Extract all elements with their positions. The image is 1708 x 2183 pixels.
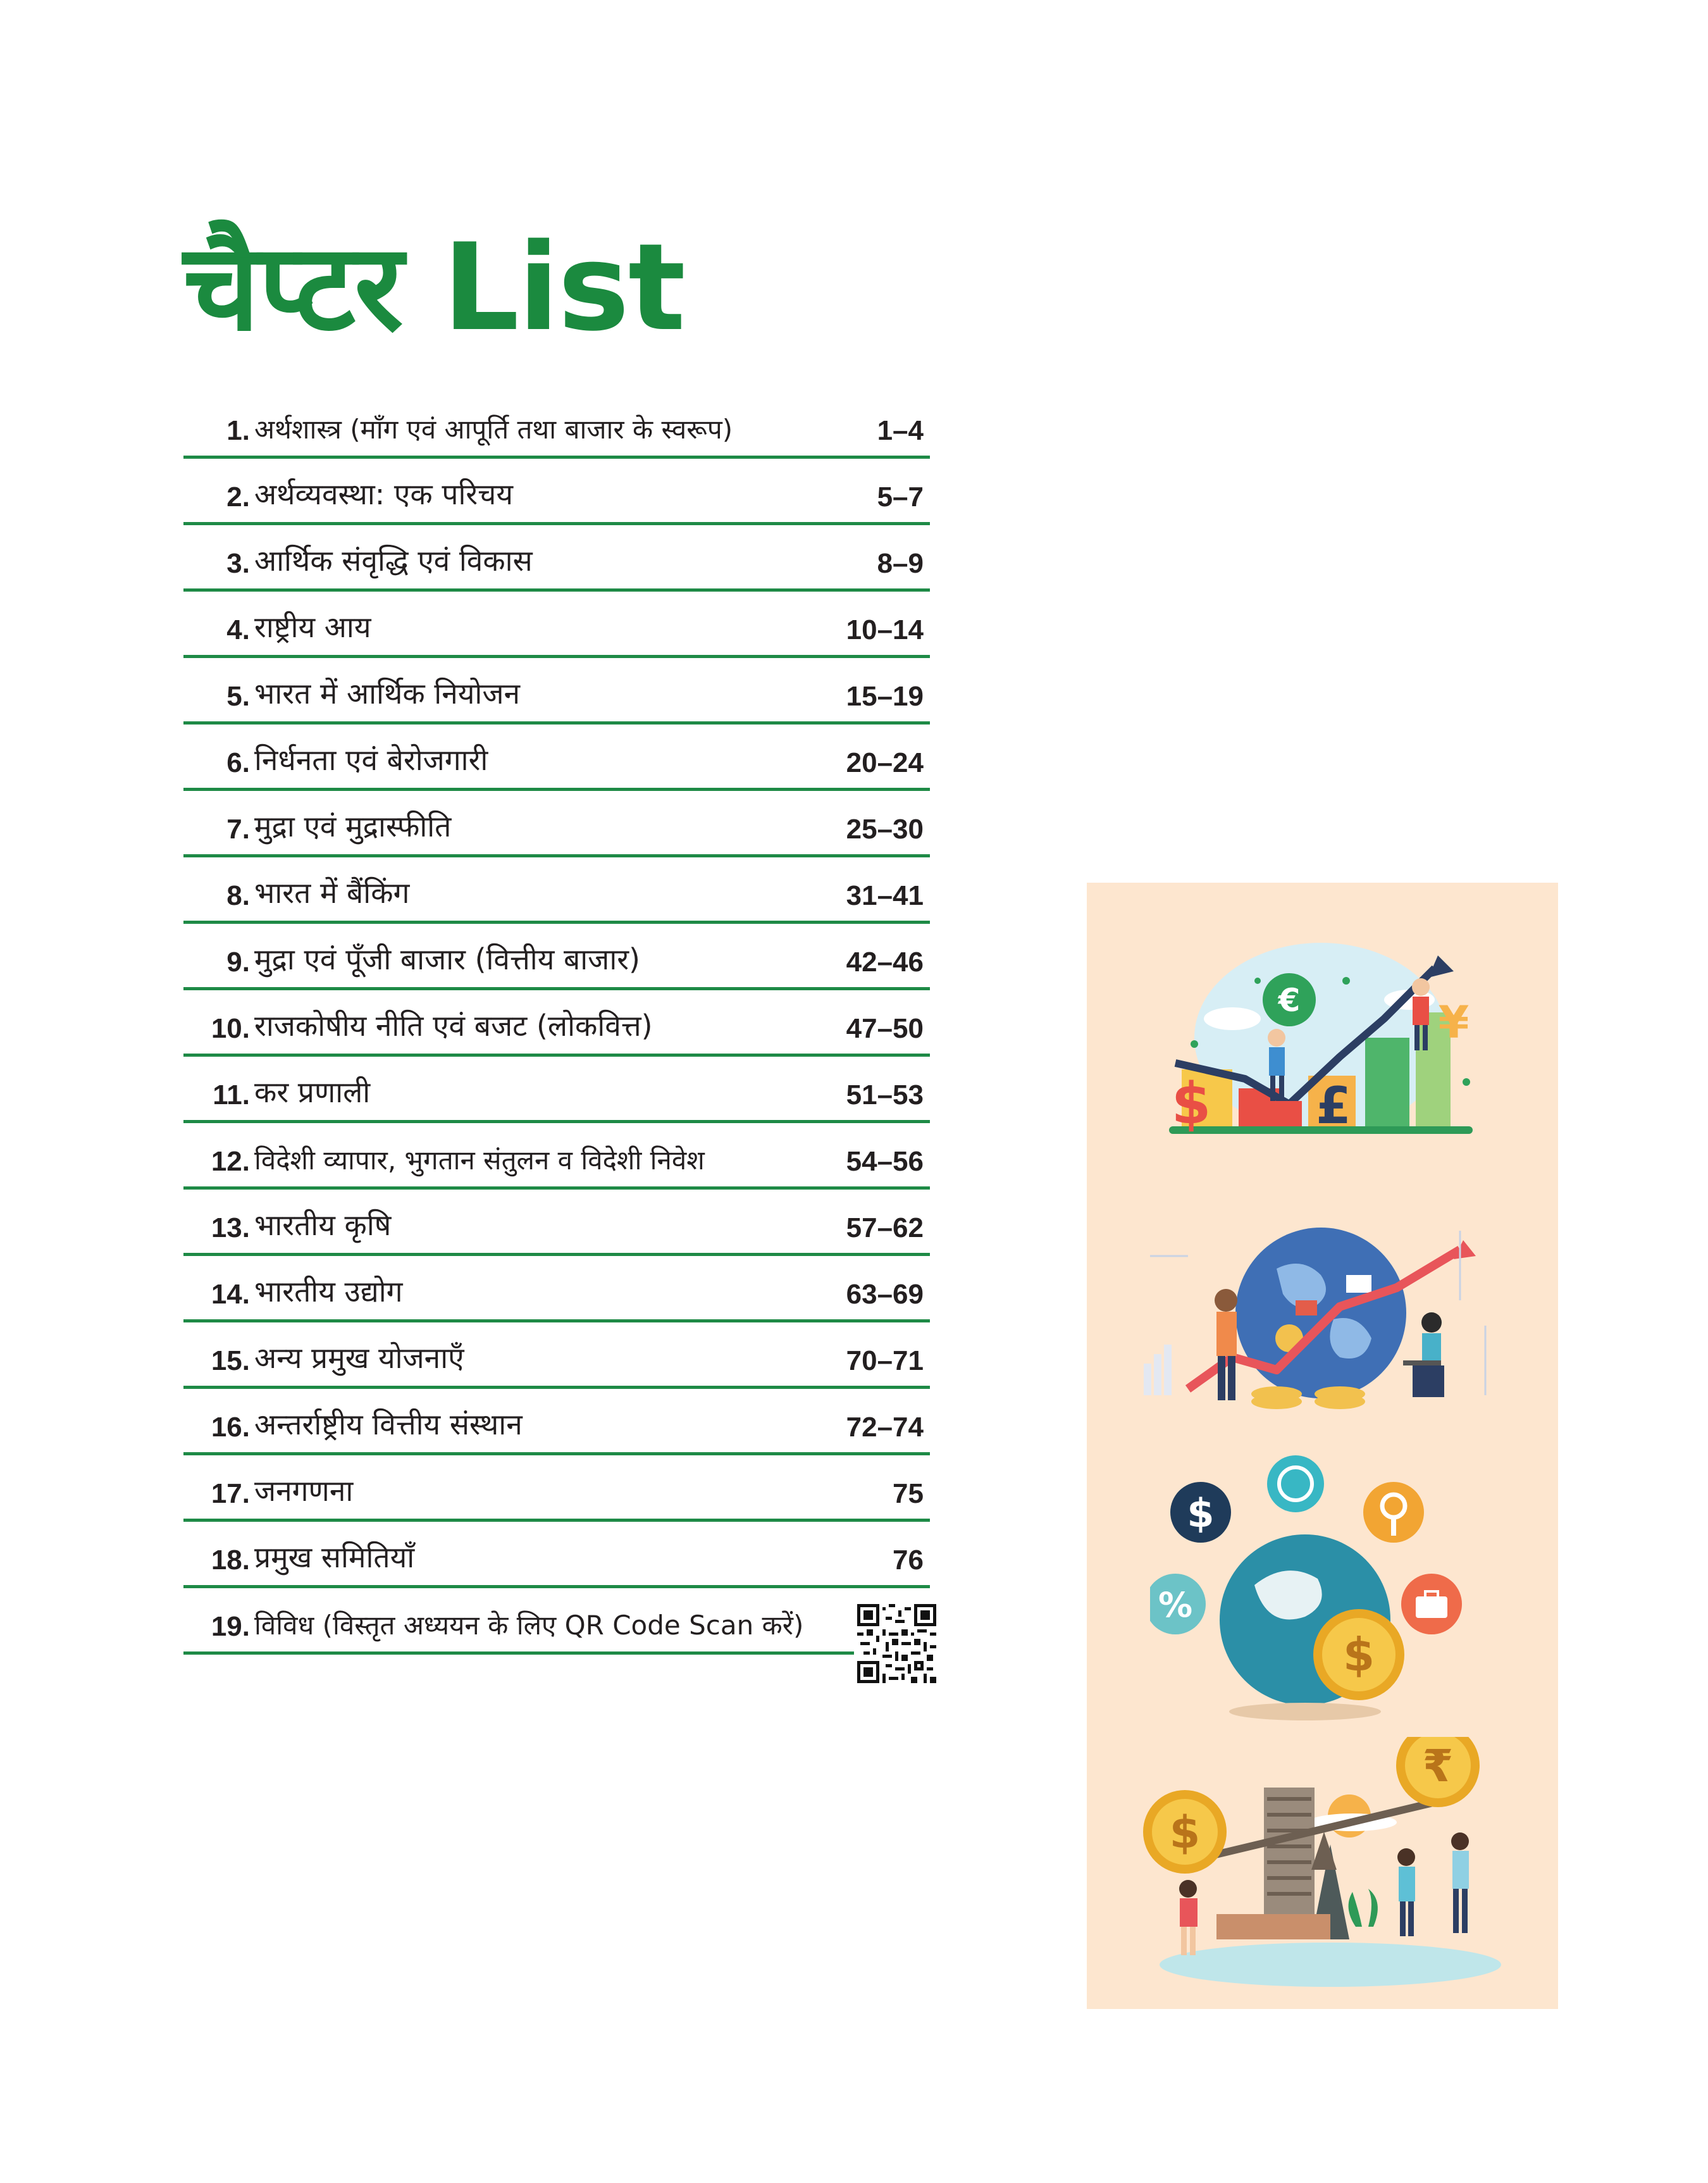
chapter-title: विविध (विस्तृत अध्ययन के लिए QR Code Scan करें) [254, 1610, 804, 1641]
list-item[interactable] [183, 1123, 930, 1190]
chapter-pages: 20–24 [846, 747, 924, 778]
chapter-title: अर्थव्यवस्था: एक परिचय [254, 477, 514, 511]
illustration-panel [1087, 883, 1558, 2009]
chapter-number: 2. [226, 482, 250, 513]
global-finance-illustration [1131, 1212, 1511, 1421]
chapter-number: 19. [211, 1611, 250, 1642]
chapter-number: 13. [211, 1212, 250, 1243]
list-item[interactable] [183, 924, 930, 990]
chapter-pages: 31–41 [846, 880, 924, 911]
chapter-pages: 5–7 [877, 482, 924, 513]
chapter-title: आर्थिक संवृद्धि एवं विकास [254, 544, 533, 578]
chapter-number: 8. [226, 880, 250, 911]
chapter-number: 12. [211, 1146, 250, 1177]
chapter-pages: 75 [893, 1478, 924, 1509]
list-item[interactable] [183, 1455, 930, 1522]
dollar-coin-icon: $ [1342, 1628, 1375, 1681]
list-item[interactable] [183, 658, 930, 725]
chapter-title: राजकोषीय नीति एवं बजट (लोकवित्त) [254, 1009, 653, 1043]
chapter-pages: 1–4 [877, 415, 924, 446]
chapter-pages: 63–69 [846, 1279, 924, 1310]
list-item[interactable] [183, 1190, 930, 1256]
list-item[interactable] [183, 392, 930, 459]
chapter-title: भारत में आर्थिक नियोजन [254, 676, 521, 711]
stock-market-illustration [1141, 1737, 1514, 1990]
chapter-title: विदेशी व्यापार, भुगतान संतुलन व विदेशी निवेश [254, 1145, 705, 1176]
list-item[interactable] [183, 990, 930, 1057]
chapter-pages: 47–50 [846, 1013, 924, 1044]
pound-icon: £ [1316, 1076, 1351, 1135]
chapter-pages: 42–46 [846, 947, 924, 978]
chapter-title: मुद्रा एवं पूँजी बाजार (वित्तीय बाजार) [254, 942, 640, 976]
chapter-pages: 8–9 [877, 548, 924, 579]
chapter-pages: 76 [893, 1545, 924, 1576]
globe-coin-illustration [1150, 1452, 1479, 1724]
dollar-coin-icon: $ [1169, 1807, 1201, 1858]
chapter-pages: 25–30 [846, 814, 924, 845]
chapter-title: राष्ट्रीय आय [254, 610, 371, 644]
chapter-list [183, 392, 930, 1655]
chapter-pages: 15–19 [846, 681, 924, 712]
chapter-title: अन्य प्रमुख योजनाएँ [254, 1341, 464, 1375]
chapter-number: 11. [213, 1079, 250, 1110]
chapter-title: प्रमुख समितियाँ [254, 1540, 415, 1574]
chapter-title: कर प्रणाली [254, 1075, 371, 1109]
chapter-number: 14. [211, 1279, 250, 1310]
chapter-number: 17. [211, 1478, 250, 1509]
list-item[interactable] [183, 1322, 930, 1389]
list-item[interactable] [183, 1389, 930, 1455]
list-item[interactable] [183, 459, 930, 525]
chapter-pages: 51–53 [846, 1079, 924, 1110]
list-item[interactable] [183, 592, 930, 658]
list-item[interactable] [183, 725, 930, 791]
chapter-pages: 57–62 [846, 1212, 924, 1243]
chapter-number: 3. [226, 548, 250, 579]
chapter-title: भारतीय कृषि [254, 1208, 392, 1242]
chapter-pages: 72–74 [846, 1412, 924, 1443]
percent-icon: % [1158, 1585, 1193, 1625]
chapter-title: जनगणना [254, 1474, 354, 1508]
list-item[interactable] [183, 1522, 930, 1588]
euro-icon: € [1278, 982, 1301, 1019]
chapter-number: 10. [211, 1013, 250, 1044]
chapter-pages: 10–14 [846, 614, 924, 645]
chapter-title: निर्धनता एवं बेरोजगारी [254, 743, 488, 777]
chapter-number: 9. [226, 947, 250, 978]
list-item[interactable] [183, 791, 930, 857]
list-item[interactable] [183, 1256, 930, 1322]
qr-code-icon[interactable] [857, 1604, 936, 1683]
chapter-title: भारत में बैंकिंग [254, 876, 410, 910]
chapter-number: 5. [226, 681, 250, 712]
rupee-coin-icon: ₹ [1422, 1740, 1454, 1792]
list-item[interactable] [183, 1588, 854, 1655]
list-item[interactable] [183, 857, 930, 924]
chapter-number: 4. [226, 614, 250, 645]
chapter-number: 16. [211, 1412, 250, 1443]
page-title: चैप्टर List [183, 218, 684, 358]
chapter-number: 1. [226, 415, 250, 446]
chapter-title: अन्तर्राष्ट्रीय वित्तीय संस्थान [254, 1407, 523, 1441]
chapter-number: 6. [226, 747, 250, 778]
list-item[interactable] [183, 1057, 930, 1123]
chapter-number: 15. [211, 1345, 250, 1376]
chapter-number: 18. [211, 1545, 250, 1576]
growth-chart-illustration [1156, 943, 1485, 1145]
chapter-title: मुद्रा एवं मुद्रास्फीति [254, 809, 452, 843]
chapter-pages: 70–71 [846, 1345, 924, 1376]
chapter-pages: 54–56 [846, 1146, 924, 1177]
list-item[interactable] [183, 525, 930, 592]
chapter-title: भारतीय उद्योग [254, 1274, 403, 1309]
chapter-number: 7. [226, 814, 250, 845]
dollar-icon: $ [1171, 1071, 1211, 1137]
chapter-title: अर्थशास्त्र (माँग एवं आपूर्ति तथा बाजार के स्वरूप) [254, 414, 733, 445]
dollar-icon: $ [1187, 1490, 1215, 1536]
yen-icon: ¥ [1438, 997, 1470, 1048]
